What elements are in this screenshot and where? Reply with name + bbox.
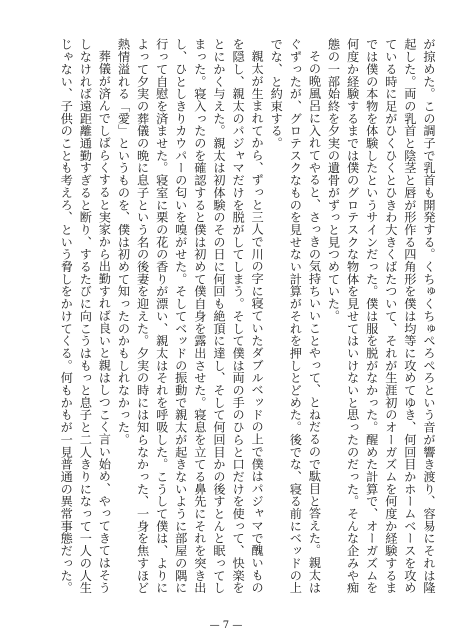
- paragraph-1: が掠めた。この調子で乳首も開発する。くちゅくちゅぺろぺろという音が響き渡り、容易にそれは隆起した。両の乳首と陰茎と唇が形作る四角形を僕は均等に攻めてゆき、何回目かホームベースを攻めている時に足がひくひくとひきわ大きくばたついて、それが生涯初のオーガズムを何度か経験するまでは僕の本物を体験したというサインだった。僕は服を脱がなかった。醒めた計算で、オーガズムを何度か経験するまでは僕のグロテスクな物体を見せてはいけないと思ったのだった。そんな企みや痴態の一部始終を夕実の遺骨がずっと見つめていた。: [326, 38, 436, 594]
- paragraph-3: 親太が生まれてから、ずっと三人で川の字に寝ていたダブルベッドの上で僕はパジャマで醜いものを隠し、親太のパジャマだけを脱がしてしまう。そして僕は両の手のひらと口だけを使って、快楽をとにかく与えた。親太は初体験のその日に何回も絶頂に達し、そして何回目かの後すとんと眠ってしまった。寝入ったのを確認すると僕は初めて僕自身を露出させた。寝息を立てる鼻先にそれを突き出し、ひとしきりカウパーの匂いを嗅がせた。そしてベッドの振動で親太が起きないように部屋の隅に行って自慰を済ませた。寝室に栗の花の香りが漂い、親太はそれを呼吸した。こうして僕は、よりによって夕実の葬儀の晩に息子という名の後妻を迎えた。夕実の時には知らなかった、一身を焦すほど熱情溢れる「愛」というものを、僕は初めて知ったのかもしれなかった。: [116, 38, 265, 594]
- page-number: — 7 —: [209, 620, 243, 631]
- paragraph-2: その晩風呂に入れてやると、さっきの気持ちいいことやって、とねだるので駄目と答えた。親太はぐずったが、グロテスクなものを見せない計算がそれを押しとどめた。後でな、寝る前にベッドの上でな、と約束する。: [269, 38, 322, 594]
- paragraph-4: 葬儀が済んでしばらくすると実家から出勤すれば良いと親はしつこく言い始め、やってきてはそうしなければ遠距離通勤すぎると断り、するたびに向こうはもっと息子と二人きりになって一人の人生じゃない、子供のことも考えろ、という脅しをかけてくる。何もかもが一見普通の異常事態だった。: [59, 38, 112, 594]
- vertical-text-body: [14, 38, 438, 603]
